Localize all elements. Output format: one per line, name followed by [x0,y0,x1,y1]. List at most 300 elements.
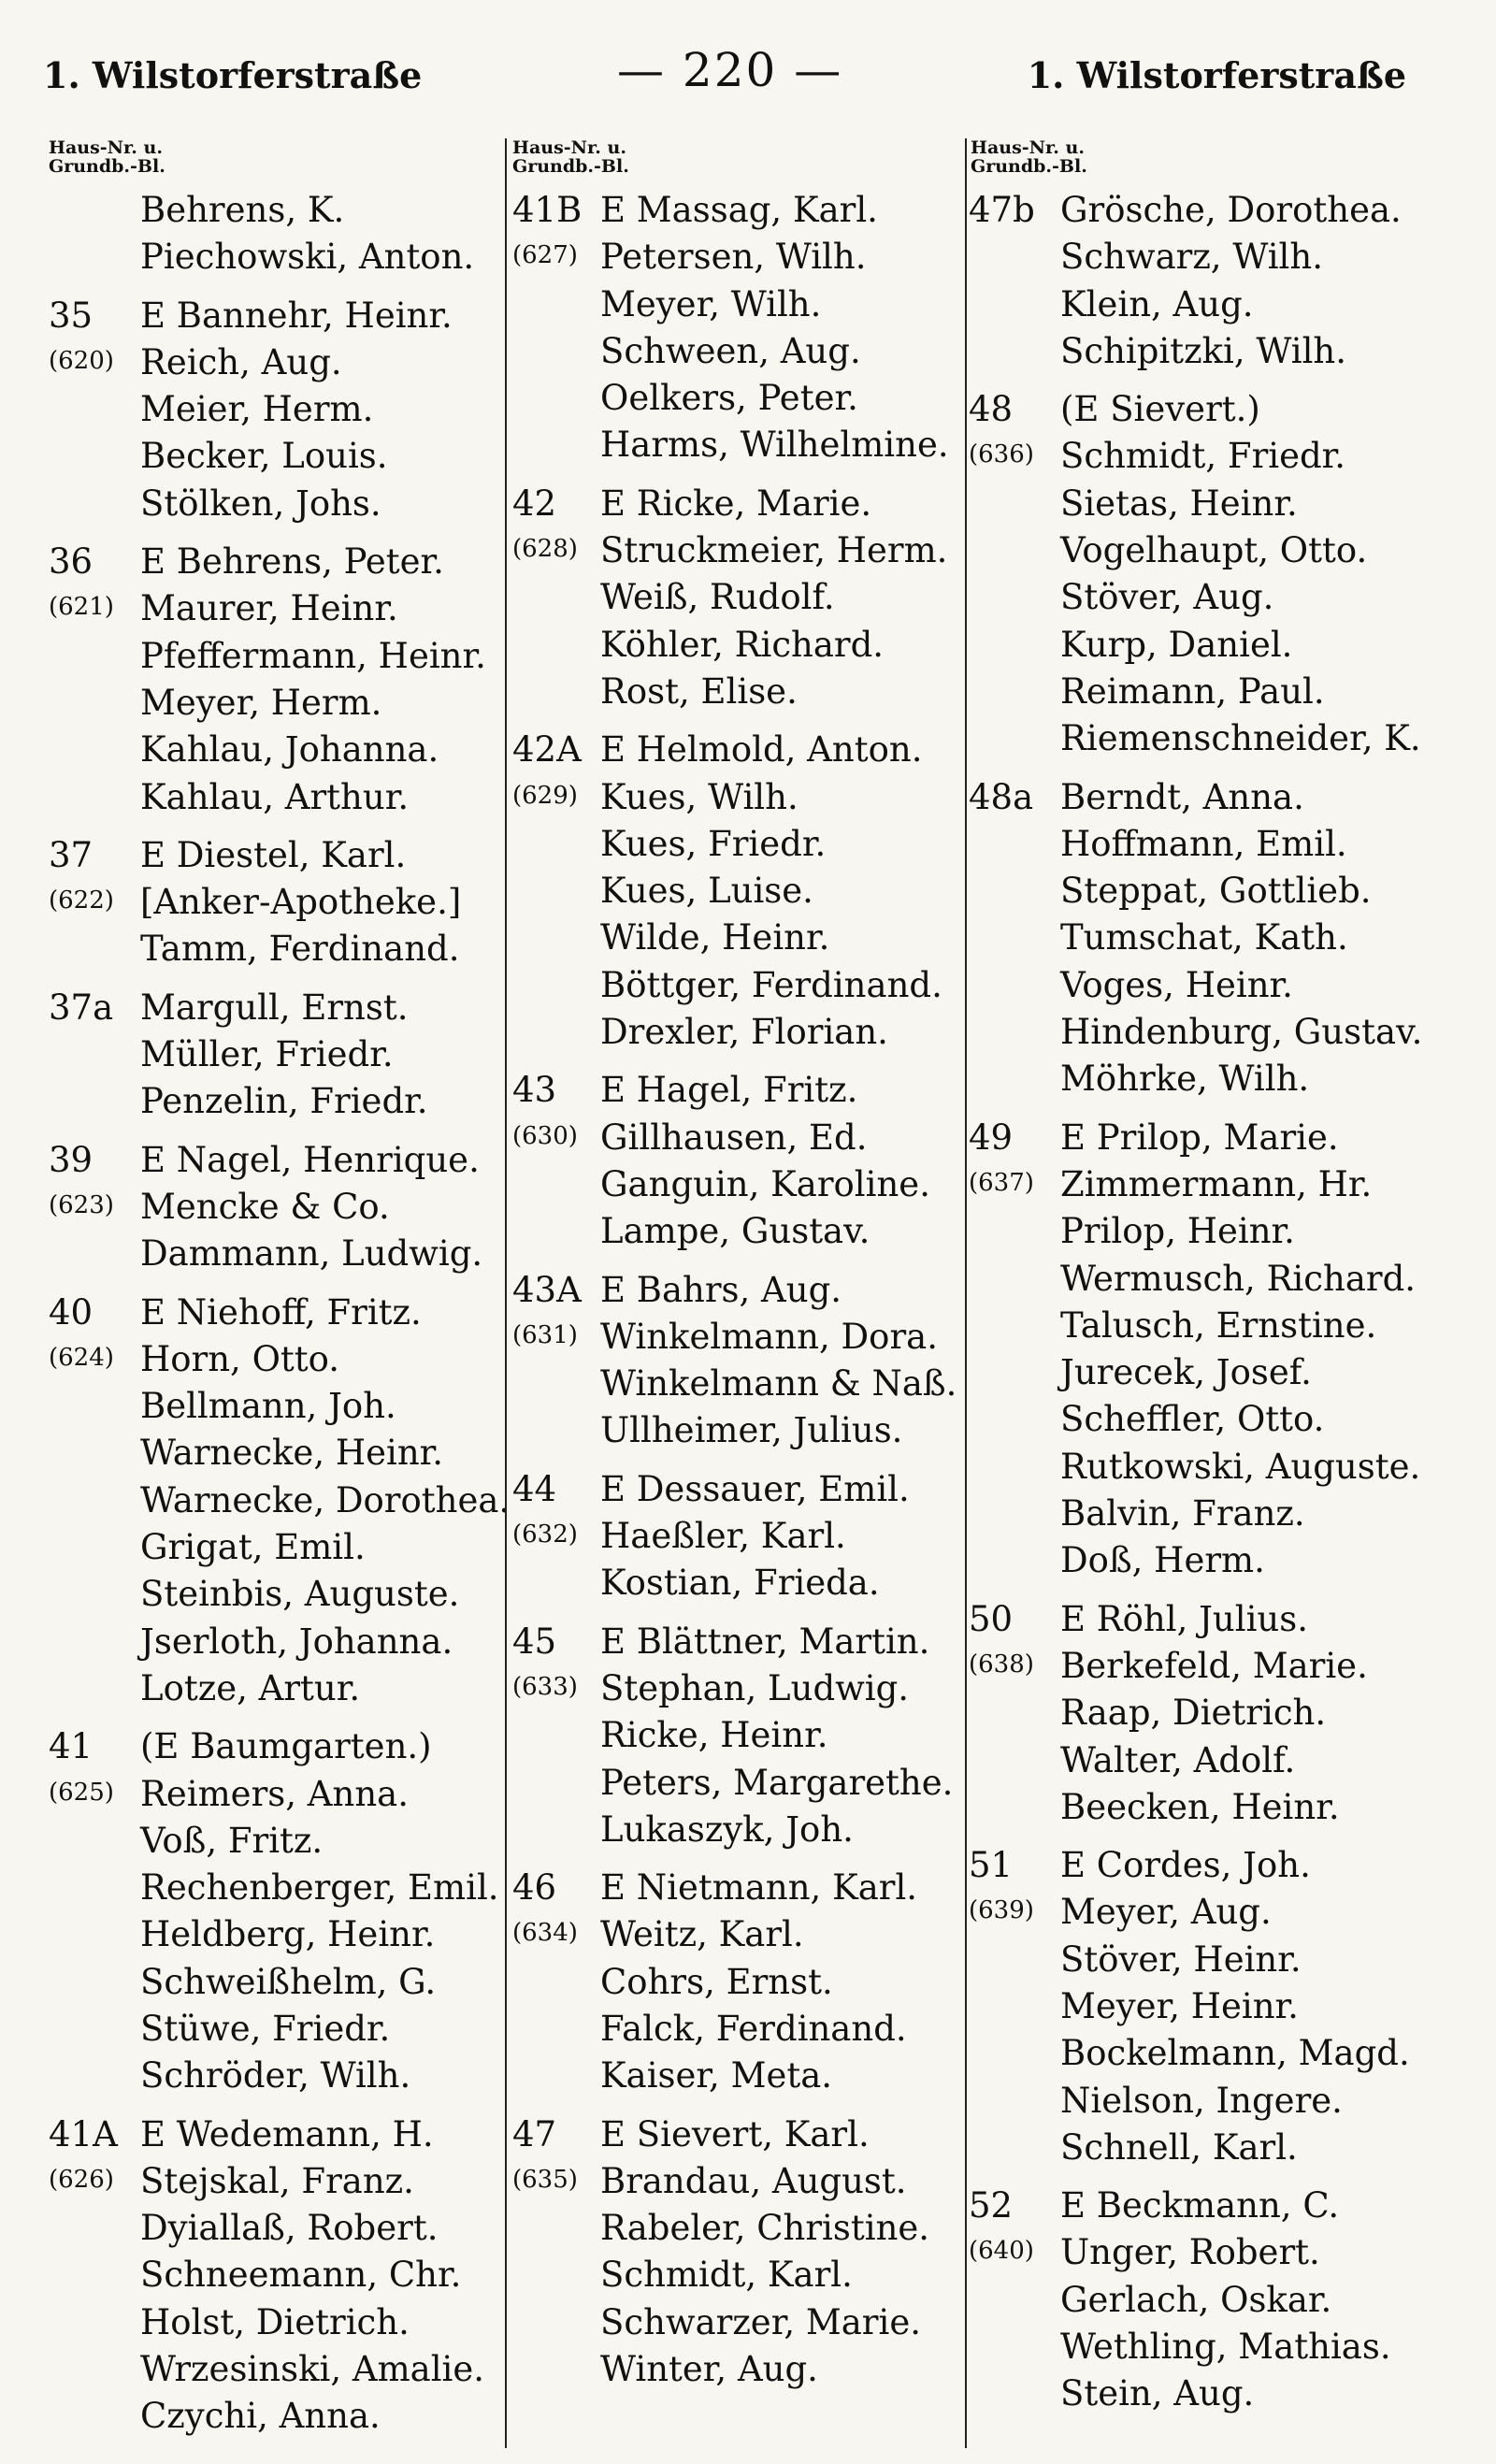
directory-entry [47,1911,505,1958]
house-number: 46 [512,1867,557,1909]
resident-name: Stephan, Ludwig. [600,1667,910,1708]
directory-entry [967,1208,1453,1255]
resident-name: Meyer, Wilh. [600,283,822,324]
resident-name: Schmidt, Friedr. [1060,436,1346,477]
resident-name: Voges, Heinr. [1060,964,1293,1005]
house-number: 41A [49,2113,118,2154]
resident-name: Zimmermann, Hr. [1060,1163,1373,1204]
resident-name: Riemenschneider, K. [1060,718,1421,759]
house-number: 42A [512,729,582,771]
resident-name: Czychi, Anna. [140,2396,381,2437]
resident-name: Schwarz, Wilh. [1060,237,1323,278]
directory-entry [507,1911,967,1958]
directory-entry [967,481,1453,527]
directory-entry [507,574,967,621]
resident-name: Bockelmann, Magd. [1060,2033,1410,2074]
directory-entry [507,234,967,281]
resident-name: Heldberg, Heinr. [140,1914,436,1955]
resident-name: Bellmann, Joh. [140,1386,396,1427]
directory-entry [507,1712,967,1759]
resident-name: Wrzesinski, Amalie. [140,2349,485,2390]
resident-name: Margull, Ernst. [140,987,409,1028]
directory-entry [507,1208,967,1255]
directory-entry [507,1959,967,2006]
resident-name: Tamm, Ferdinand. [140,929,460,970]
directory-entry [507,622,967,669]
directory-entry [47,339,505,386]
house-number: 37a [49,987,114,1028]
directory-entry [47,585,505,632]
directory-entry [967,187,1453,234]
directory-entry [507,669,967,715]
resident-name: E Nagel, Henrique. [140,1139,480,1180]
directory-entry [47,633,505,680]
directory-entry [507,1665,967,1712]
column-head [507,138,967,187]
resident-name: Penzelin, Friedr. [140,1081,428,1122]
directory-entry [967,1303,1453,1349]
resident-name: Mencke & Co. [140,1186,390,1227]
house-number: 52 [969,2185,1014,2226]
directory-entry [507,2299,967,2346]
resident-name: Schnell, Karl. [1060,2126,1298,2168]
directory-entry [967,2078,1453,2125]
column-head-line2: Grundb.-Bl. [512,156,629,177]
directory-entry [507,1513,967,1560]
resident-name: Stüwe, Friedr. [140,2008,391,2049]
resident-name: Rost, Elise. [600,670,798,712]
land-register-number: (623) [49,1190,114,1219]
directory-entry [967,868,1453,915]
resident-name: Vogelhaupt, Otto. [1060,530,1368,571]
resident-name: Haeßler, Karl. [600,1516,846,1557]
directory-entry [47,293,505,339]
resident-name: Scheffler, Otto. [1060,1399,1325,1440]
entries-list [967,187,1453,2418]
directory-entry [507,375,967,422]
directory-entry [47,2393,505,2440]
house-number: 41 [49,1726,94,1767]
directory-entry [47,2053,505,2099]
resident-name: Rutkowski, Auguste. [1060,1446,1421,1487]
resident-name: Behrens, K. [140,190,345,230]
directory-entry [507,868,967,915]
land-register-number: (639) [969,1896,1034,1925]
directory-entry [507,187,967,234]
resident-name: Winkelmann, Dora. [600,1316,938,1357]
land-register-number: (634) [512,1919,578,1948]
resident-name: E Nietmann, Karl. [600,1867,918,1909]
directory-entry [507,2252,967,2298]
resident-name: Holst, Dietrich. [140,2301,410,2342]
directory-entry [47,187,505,234]
directory-entry [47,1818,505,1865]
resident-name: Lukaszyk, Joh. [600,1808,854,1850]
resident-name: Weitz, Karl. [600,1914,804,1955]
directory-entry [967,1161,1453,1208]
resident-name: Oelkers, Peter. [600,378,858,419]
street-heading-left: 1. Wilstorferstraße [43,54,423,96]
resident-name: Kues, Wilh. [600,776,798,817]
resident-name: Kostian, Frieda. [600,1563,880,1604]
directory-entry [47,1290,505,1336]
directory-entry [967,2324,1453,2370]
street-heading-right: 1. Wilstorferstraße [1027,54,1406,96]
directory-entry [507,422,967,468]
resident-name: Stejskal, Franz. [140,2160,414,2201]
resident-name: Grigat, Emil. [140,1527,366,1568]
resident-name: Doß, Herm. [1060,1540,1265,1581]
resident-name: Stein, Aug. [1060,2373,1255,2414]
directory-entry [47,386,505,433]
directory-entry [507,962,967,1009]
directory-entry [507,2346,967,2393]
directory-entry [967,1115,1453,1161]
directory-entry [967,2229,1453,2276]
resident-name: Hindenburg, Gustav. [1060,1012,1423,1053]
directory-entry [967,1937,1453,1983]
directory-entry [967,962,1453,1009]
directory-entry [507,1161,967,1208]
directory-entry [47,1571,505,1618]
directory-entry [47,1524,505,1571]
directory-entry [507,281,967,328]
resident-name: Lampe, Gustav. [600,1211,870,1252]
resident-name: Köhler, Richard. [600,624,885,665]
directory-entry [967,328,1453,375]
directory-entry [47,985,505,1031]
directory-entry [967,1690,1453,1736]
land-register-number: (629) [512,781,578,810]
directory-entry [47,879,505,926]
column-head [967,138,1453,187]
resident-name: Müller, Friedr. [140,1034,394,1075]
resident-name: Stöver, Heinr. [1060,1938,1302,1980]
land-register-number: (640) [969,2237,1034,2266]
directory-entry [967,622,1453,669]
resident-name: Pfeffermann, Heinr. [140,635,486,676]
resident-name: Hoffmann, Emil. [1060,823,1347,864]
resident-name: E Röhl, Julius. [1060,1598,1308,1639]
directory-entry [967,527,1453,574]
house-number: 40 [49,1291,94,1333]
resident-name: Sietas, Heinr. [1060,483,1298,524]
directory-entry [967,1643,1453,1690]
resident-name: Rechenberger, Emil. [140,1867,499,1909]
directory-entry [47,1383,505,1430]
directory-entry [967,234,1453,281]
column-head-line2: Grundb.-Bl. [971,156,1087,177]
directory-entry [507,1009,967,1056]
house-number: 36 [49,541,94,583]
directory-entry [507,328,967,375]
resident-name: Berkefeld, Marie. [1060,1645,1368,1686]
resident-name: Winter, Aug. [600,2349,818,2390]
directory-entry [967,2370,1453,2417]
house-number: 47b [969,190,1035,230]
directory-entry [47,727,505,773]
house-number: 45 [512,1621,557,1662]
directory-entry [507,774,967,821]
house-number: 49 [969,1117,1014,1158]
directory-entry [47,926,505,973]
resident-name: Reimann, Paul. [1060,670,1325,712]
directory-entry [507,2205,967,2252]
house-number: 44 [512,1468,557,1509]
resident-name: Schweißhelm, G. [140,1961,437,2002]
land-register-number: (621) [49,593,114,622]
column-head-line1: Haus-Nr. u. [971,137,1085,158]
house-number: 50 [969,1598,1014,1639]
directory-entry [967,715,1453,762]
resident-name: Warnecke, Dorothea. [140,1479,511,1520]
directory-entry [507,481,967,527]
resident-name: (E Sievert.) [1060,389,1260,430]
directory-entry [967,2030,1453,2077]
directory-entry [967,1784,1453,1831]
resident-name: Jurecek, Josef. [1060,1352,1312,1393]
resident-name: Raap, Dietrich. [1060,1693,1327,1734]
resident-name: Kurp, Daniel. [1060,624,1293,665]
directory-entry [47,1477,511,1524]
resident-name: Drexler, Florian. [600,1012,888,1053]
resident-name: Maurer, Heinr. [140,588,398,629]
directory-entry [967,386,1453,433]
directory-entry [507,1361,967,1407]
directory-entry [47,1665,505,1712]
directory-entry [47,1619,505,1665]
resident-name: Ricke, Heinr. [600,1715,828,1756]
directory-entry [967,1537,1453,1584]
resident-name: Balvin, Franz. [1060,1493,1305,1535]
directory-entry [967,1256,1453,1303]
directory-entry [47,1771,505,1818]
resident-name: Unger, Robert. [1060,2232,1320,2273]
resident-name: Horn, Otto. [140,1338,340,1379]
house-number: 37 [49,834,94,875]
resident-name: Lotze, Artur. [140,1667,361,1708]
column-head-line2: Grundb.-Bl. [49,156,165,177]
house-number: 43A [512,1269,582,1310]
directory-entry [507,1807,967,1853]
land-register-number: (637) [969,1168,1034,1197]
directory-entry [47,433,505,480]
resident-name: Kues, Friedr. [600,823,827,864]
directory-entry [47,1336,505,1383]
resident-name: Voß, Fritz. [140,1820,324,1861]
directory-entry [967,433,1453,480]
directory-entry [967,2277,1453,2324]
resident-name: Böttger, Ferdinand. [600,964,942,1005]
resident-name: Winkelmann & Naß. [600,1363,957,1405]
directory-column-3 [965,138,1453,2448]
directory-entry [967,669,1453,715]
directory-entry [47,1723,505,1770]
resident-name: Ganguin, Karoline. [600,1163,930,1204]
land-register-number: (630) [512,1121,578,1150]
directory-entry [507,1466,967,1513]
directory-entry [967,1444,1453,1491]
resident-name: E Diestel, Karl. [140,834,407,875]
house-number: 42 [512,483,557,524]
entries-list [507,187,967,2393]
directory-entry [47,774,505,821]
land-register-number: (626) [49,2165,114,2194]
resident-name: E Ricke, Marie. [600,483,872,524]
resident-name: Klein, Aug. [1060,283,1254,324]
resident-name: E Bahrs, Aug. [600,1269,842,1310]
resident-name: Schröder, Wilh. [140,2055,411,2097]
house-number: 51 [969,1845,1014,1886]
directory-entry [47,2111,505,2158]
resident-name: Meyer, Aug. [1060,1892,1272,1933]
land-register-number: (638) [969,1650,1034,1679]
resident-name: E Bannehr, Heinr. [140,295,453,336]
resident-name: Stölken, Johs. [140,483,381,524]
house-number: 35 [49,295,94,336]
resident-name: (E Baumgarten.) [140,1726,432,1767]
resident-name: E Dessauer, Emil. [600,1468,910,1509]
land-register-number: (625) [49,1778,114,1807]
directory-entry [967,1737,1453,1784]
resident-name: Harms, Wilhelmine. [600,425,949,466]
directory-entry [47,1959,505,2006]
house-number: 48 [969,389,1014,430]
resident-name: Wermusch, Richard. [1060,1258,1417,1299]
directory-entry [47,234,505,281]
resident-name: Stöver, Aug. [1060,577,1274,618]
directory-entry [967,915,1453,961]
resident-name: E Cordes, Joh. [1060,1845,1311,1886]
resident-name: Kahlau, Arthur. [140,776,410,817]
resident-name: Berndt, Anna. [1060,776,1304,817]
land-register-number: (627) [512,241,578,270]
resident-name: E Behrens, Peter. [140,541,444,583]
column-head-line1: Haus-Nr. u. [49,137,163,158]
directory-entry [967,574,1453,621]
resident-name: E Helmold, Anton. [600,729,923,771]
directory-entry [507,1760,967,1807]
directory-entry [967,1983,1453,2030]
column-head [47,138,505,187]
page-number: — 220 — [617,43,843,97]
resident-name: Reimers, Anna. [140,1773,409,1814]
resident-name: Tumschat, Kath. [1060,917,1348,958]
land-register-number: (636) [969,440,1034,469]
entries-list [47,187,511,2441]
directory-entry [507,2158,967,2205]
resident-name: Kues, Luise. [600,871,813,912]
page-header [0,0,1496,131]
resident-name: Petersen, Wilh. [600,237,867,278]
directory-entry [47,1137,505,1184]
resident-name: Ullheimer, Julius. [600,1410,903,1451]
resident-name: Gerlach, Oskar. [1060,2279,1332,2320]
house-number: 39 [49,1139,94,1180]
directory-entry [47,1231,505,1277]
directory-entry [47,832,505,879]
resident-name: Wilde, Heinr. [600,917,830,958]
resident-name: Schipitzki, Wilh. [1060,330,1347,371]
house-number: 43 [512,1070,557,1111]
resident-name: Struckmeier, Herm. [600,530,948,571]
directory-entry [967,1596,1453,1643]
resident-name: Beecken, Heinr. [1060,1786,1340,1827]
directory-entry [47,2006,505,2053]
resident-name: Kaiser, Meta. [600,2055,833,2097]
directory-entry [47,2252,505,2298]
directory-entry [47,539,505,585]
directory-entry [967,774,1453,821]
directory-entry [967,1842,1453,1889]
land-register-number: (631) [512,1320,578,1349]
directory-entry [47,1865,505,1911]
land-register-number: (622) [49,886,114,915]
resident-name: Wethling, Mathias. [1060,2327,1391,2368]
directory-entry [967,1009,1453,1056]
directory-entry [507,1407,967,1454]
directory-entry [507,1115,967,1161]
directory-entry [967,2183,1453,2229]
resident-name: Meier, Herm. [140,389,374,430]
resident-name: E Blättner, Martin. [600,1621,930,1662]
directory-entry [507,2006,967,2053]
resident-name: Jserloth, Johanna. [140,1621,453,1662]
resident-name: Meyer, Heinr. [1060,1985,1299,2026]
directory-entry [507,1314,967,1361]
directory-entry [47,2205,505,2252]
directory-entry [507,1619,967,1665]
resident-name: E Massag, Karl. [600,190,878,230]
resident-name: Becker, Louis. [140,436,388,477]
resident-name: E Niehoff, Fritz. [140,1291,422,1333]
land-register-number: (632) [512,1520,578,1549]
column-head-line1: Haus-Nr. u. [512,137,626,158]
directory-entry [507,915,967,961]
resident-name: Dyiallaß, Robert. [140,2208,439,2249]
resident-name: Möhrke, Wilh. [1060,1059,1310,1100]
directory-entry [507,1267,967,1314]
resident-name: E Wedemann, H. [140,2113,434,2154]
directory-entry [967,1349,1453,1396]
directory-entry [507,727,967,773]
directory-entry [47,1184,505,1231]
resident-name: Dammann, Ludwig. [140,1233,483,1275]
resident-name: Walter, Adolf. [1060,1739,1296,1780]
directory-entry [967,821,1453,868]
resident-name: Falck, Ferdinand. [600,2008,907,2049]
house-number: 48a [969,776,1034,817]
resident-name: Reich, Aug. [140,341,342,382]
house-number: 47 [512,2113,557,2154]
resident-name: Kahlau, Johanna. [140,729,439,771]
house-number: 41B [512,190,583,230]
resident-name: Grösche, Dorothea. [1060,190,1402,230]
resident-name: Steinbis, Auguste. [140,1574,460,1615]
resident-name: Schween, Aug. [600,330,861,371]
resident-name: E Hagel, Fritz. [600,1070,858,1111]
directory-entry [47,2299,505,2346]
directory-entry [47,1430,505,1477]
resident-name: Schwarzer, Marie. [600,2301,921,2342]
directory-column-2 [505,138,967,2448]
resident-name: Prilop, Heinr. [1060,1211,1295,1252]
resident-name: [Anker-Apotheke.] [140,882,462,923]
land-register-number: (624) [49,1343,114,1372]
directory-entry [47,1031,505,1078]
directory-entry [507,2111,967,2158]
directory-entry [507,821,967,868]
